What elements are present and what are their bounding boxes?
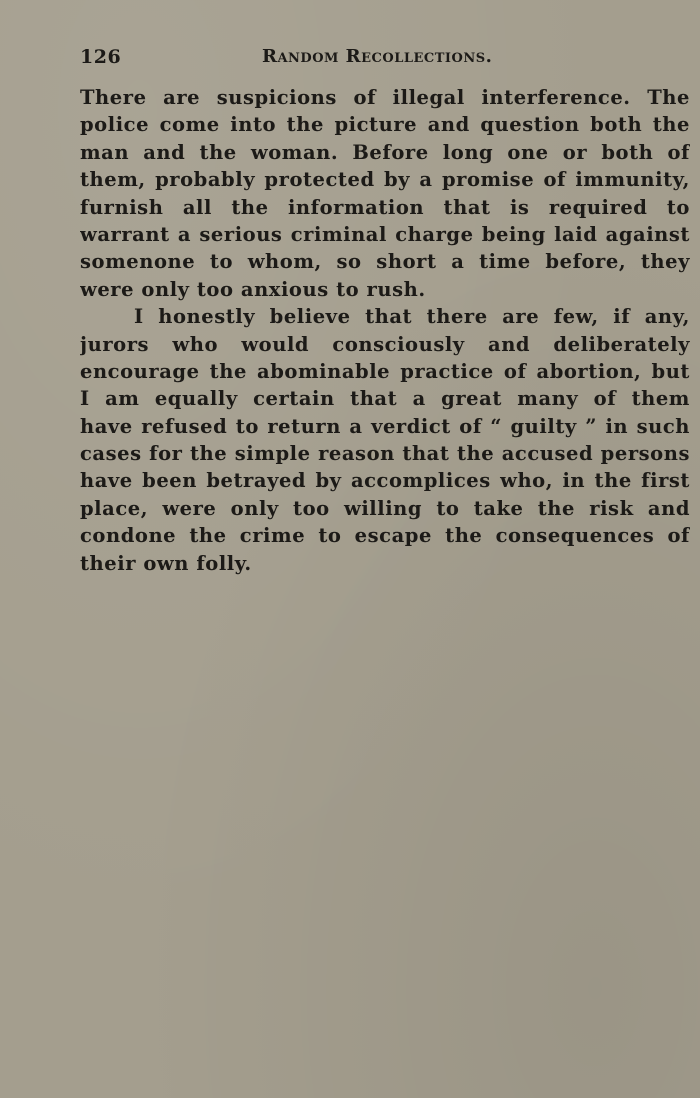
text-line: furnish all the information that is required to [80,195,690,219]
text-line: encourage the abominable practice of abortion, but [80,359,690,383]
text-line: somenone to whom, so short a time before, they [80,250,690,274]
page-number: 126 [80,46,122,68]
text-line: have refused to return a verdict of “ guilty ” in such [80,414,690,438]
text-line: condone the crime to escape the consequences of [80,524,690,548]
text-line: were only too anxious to rush. [80,277,426,301]
text-line: warrant a serious criminal charge being laid against [80,222,690,246]
text-line: I honestly believe that there are few, if any, [134,305,690,329]
text-line: I am equally certain that a great many of them [80,387,690,411]
text-line: them, probably protected by a promise of immunity, [80,168,690,192]
text-line: cases for the simple reason that the accused persons [80,442,690,466]
text-line: police come into the picture and question both the [80,113,690,137]
body-text [80,84,690,577]
running-head [80,46,690,76]
text-line: have been betrayed by accomplices who, in the first [80,469,690,493]
text-line: man and the woman. Before long one or both of [80,140,690,164]
text-line: jurors who would consciously and deliberately [80,332,690,356]
text-line: There are suspicions of illegal interference. The [80,86,690,109]
text-line: place, were only too willing to take the risk and [80,496,690,520]
text-line: their own folly. [80,551,252,575]
running-title: Random Recollections. [262,46,493,67]
